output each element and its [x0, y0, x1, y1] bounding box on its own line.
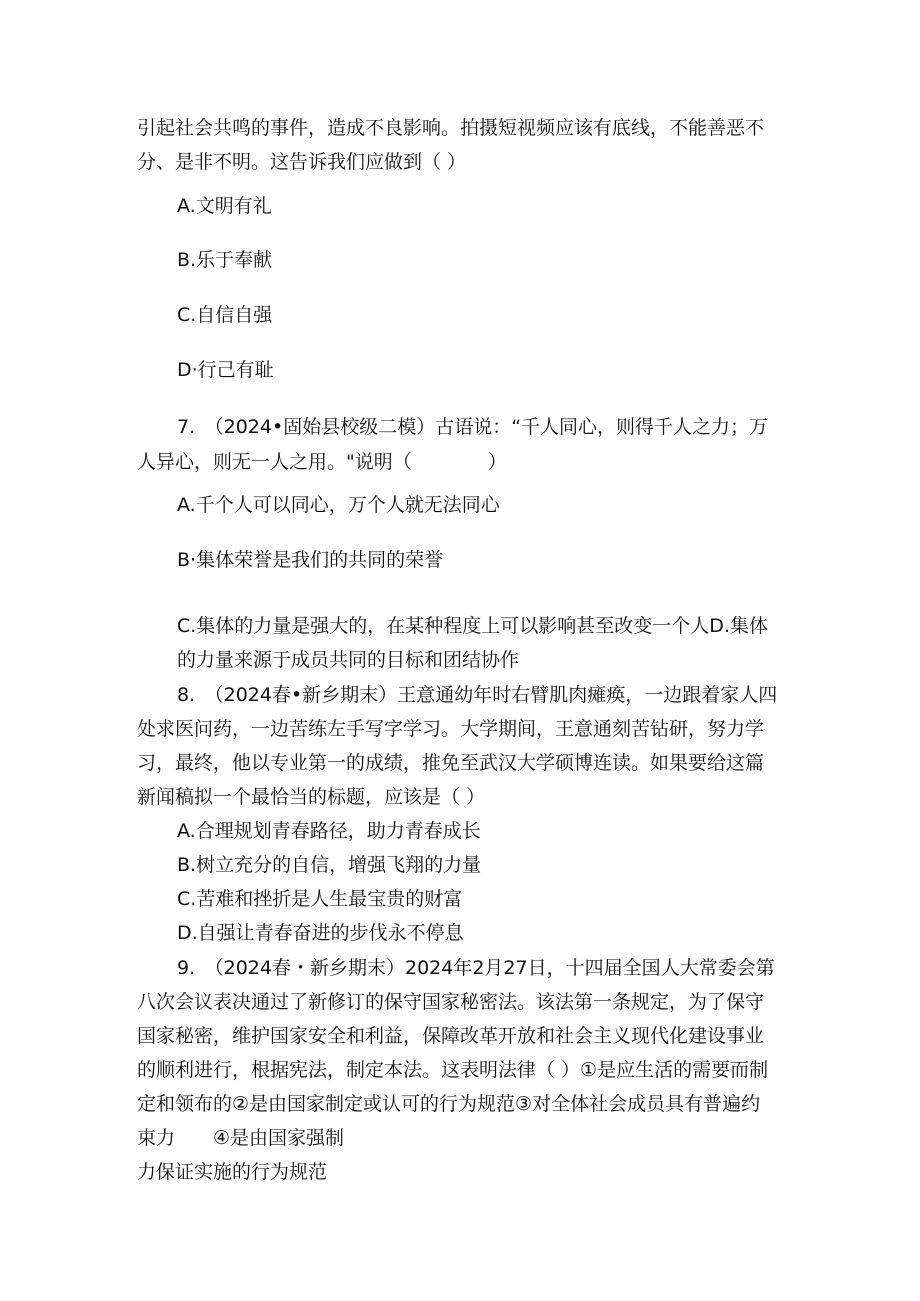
q8-text-line-3: 习，最终，他以专业第一的成绩，推免至武汉大学硕博连读。如果要给这篇: [137, 752, 765, 774]
q9-text-line-7: 力保证实施的行为规范: [137, 1161, 328, 1183]
q8-option-a: A.合理规划青春路径，助力青春成长: [177, 820, 481, 842]
q9-text-line-1: 9. （2024春・新乡期末）2024年2月27日，十四届全国人大常委会第: [177, 957, 775, 979]
q9-text-line-2: 八次会议表决通过了新修订的保守国家秘密法。该法第一条规定，为了保守: [137, 991, 765, 1013]
q8-option-b: B.树立充分的自信，增强飞翔的力量: [177, 854, 482, 876]
q7-option-c-d: C.集体的力量是强大的，在某种程度上可以影响甚至改变一个人D.集体: [177, 615, 768, 637]
q6-option-b: B.乐于奉献: [177, 249, 273, 271]
q7-option-a: A.千个人可以同心，万个人就无法同心: [177, 494, 500, 516]
q7-option-b: B·集体荣誉是我们的共同的荣誉: [177, 549, 444, 571]
q6-option-c: C.自信自强: [177, 304, 273, 326]
q9-text-line-3: 国家秘密，维护国家安全和利益，保障改革开放和社会主义现代化建设事业: [137, 1025, 765, 1047]
q6-option-d: D·行己有耻: [177, 359, 274, 381]
q7-option-d-cont: 的力量来源于成员共同的目标和团结协作: [177, 649, 520, 671]
q9-text-line-6: 束力 ④是由国家强制: [137, 1127, 345, 1149]
q8-text-line-1: 8. （2024春•新乡期末）王意通幼年时右臂肌肉瘫痪，一边跟着家人四: [177, 684, 778, 706]
q6-text-line-1: 引起社会共鸣的事件，造成不良影响。拍摄短视频应该有底线，不能善恶不: [137, 117, 765, 139]
q9-text-line-4: 的顺利进行，根据宪法，制定本法。这表明法律（ ）①是应生活的需要而制: [137, 1059, 769, 1081]
q8-option-c: C.苦难和挫折是人生最宝贵的财富: [177, 888, 463, 910]
q7-text-line-2: 人异心，则无一人之用。"说明（ ）: [137, 451, 507, 473]
q8-text-line-2: 处求医问药，一边苦练左手写字学习。大学期间，王意通刻苦钻研，努力学: [137, 718, 765, 740]
q7-text-line-1: 7. （2024•固始县校级二模）古语说：“千人同心，则得千人之力；万: [177, 416, 769, 438]
q6-text-line-2: 分、是非不明。这告诉我们应做到（ ）: [137, 151, 467, 173]
q9-text-line-5: 定和领布的②是由国家制定或认可的行为规范③对全体社会成员具有普遍约: [137, 1093, 761, 1115]
q8-option-d: D.自强让青春奋进的步伐永不停息: [177, 922, 464, 944]
q6-option-a: A.文明有礼: [177, 195, 272, 217]
q8-text-line-4: 新闻稿拟一个最恰当的标题，应该是（ ）: [137, 786, 486, 808]
